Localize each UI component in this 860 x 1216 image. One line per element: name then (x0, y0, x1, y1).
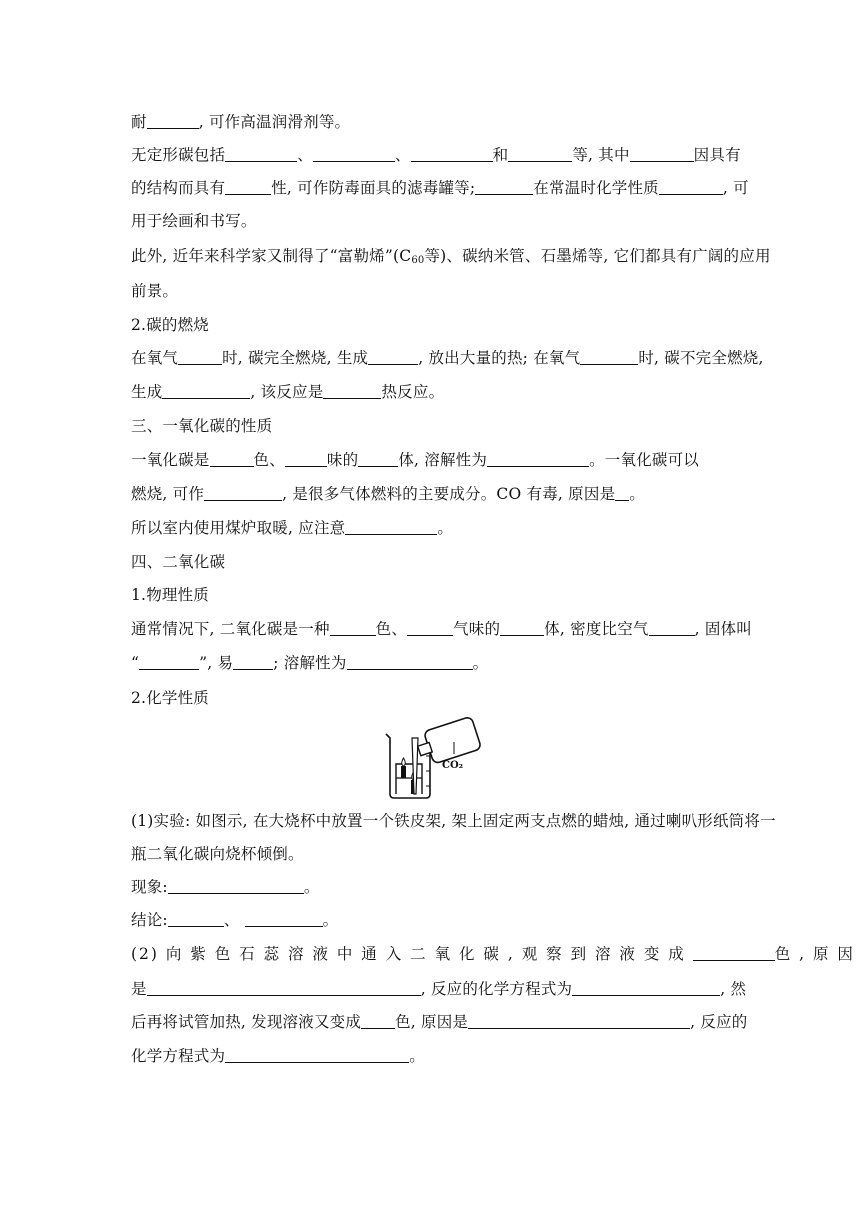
text-run: 结论: (131, 911, 168, 929)
text-run: 时, 碳完全燃烧, 生成 (222, 349, 369, 367)
text-line (131, 281, 737, 301)
fill-in-blank[interactable] (572, 980, 720, 996)
fill-in-blank[interactable] (233, 654, 273, 670)
text-run: , 是很多气体燃料的主要成分。CO 有毒, 原因是 (282, 485, 616, 503)
fill-in-blank[interactable] (358, 451, 398, 467)
text-run: 等, 其中 (572, 146, 630, 164)
text-run: 体, 溶解性为 (398, 451, 488, 469)
fill-in-blank[interactable] (615, 485, 629, 501)
text-run: 等)、碳纳米管、石墨烯等, 它们都具有广阔的应用 (424, 247, 771, 265)
text-run: 1.物理性质 (131, 586, 209, 604)
fill-in-blank[interactable] (659, 179, 723, 195)
fill-in-blank[interactable] (178, 349, 222, 365)
text-line (131, 585, 737, 605)
fill-in-blank[interactable] (313, 146, 395, 162)
text-line (131, 910, 737, 930)
fill-in-blank[interactable] (285, 451, 327, 467)
text-run: 。一氧化碳可以 (589, 451, 699, 469)
fill-in-blank[interactable] (407, 620, 453, 636)
text-run: 生成 (131, 383, 163, 401)
fill-in-blank[interactable] (330, 620, 376, 636)
fill-in-blank[interactable] (345, 519, 437, 535)
text-run: , 然 (720, 980, 747, 998)
text-run: , 反应的化学方程式为 (420, 980, 573, 998)
text-run: 2.碳的燃烧 (131, 316, 209, 334)
text-line (131, 552, 737, 572)
text-run: 体, 密度比空气 (544, 620, 649, 638)
text-line (131, 484, 737, 504)
text-line (131, 450, 737, 470)
text-line (131, 877, 737, 897)
fill-in-blank[interactable] (693, 945, 775, 961)
text-run: 时, 碳不完全燃烧, (638, 349, 764, 367)
text-run: 前景。 (131, 282, 179, 300)
fill-in-blank[interactable] (139, 654, 199, 670)
text-run: 一氧化碳是 (131, 451, 210, 469)
text-line (131, 518, 737, 538)
text-run: 、 (297, 146, 313, 164)
text-run: 2.化学性质 (131, 689, 209, 707)
text-line (131, 348, 764, 368)
text-run: 。 (303, 878, 320, 896)
fill-in-blank[interactable] (411, 146, 493, 162)
text-line (131, 1046, 737, 1066)
text-line (131, 145, 741, 165)
text-line (131, 653, 737, 673)
text-run: 用于绘画和书写。 (131, 212, 257, 230)
text-run: 此外, 近年来科学家又制得了“富勒烯”(C (131, 247, 412, 265)
text-run: 在氧气 (131, 349, 179, 367)
text-run: 是 (131, 980, 147, 998)
text-run: 色、 (253, 451, 285, 469)
text-run: , 可 (722, 179, 749, 197)
fill-in-blank[interactable] (487, 451, 589, 467)
text-line (131, 112, 737, 132)
fill-in-blank[interactable] (508, 146, 572, 162)
fill-in-blank[interactable] (225, 179, 271, 195)
fill-in-blank[interactable] (168, 911, 224, 927)
text-run: 燃烧, 可作 (131, 485, 205, 503)
co2-label: CO₂ (442, 760, 464, 771)
subscript: 60 (411, 255, 425, 266)
text-line (131, 416, 737, 436)
text-line (131, 246, 771, 271)
text-run: 、 (394, 146, 411, 164)
text-run: 瓶二氧化碳向烧杯倾倒。 (131, 845, 304, 863)
text-line (131, 944, 855, 964)
fill-in-blank[interactable] (147, 113, 199, 129)
fill-in-blank[interactable] (368, 349, 418, 365)
text-line (131, 382, 737, 402)
text-run: 的结构而具有 (131, 179, 226, 197)
text-line (131, 811, 776, 831)
text-run: 化学方程式为 (131, 1047, 226, 1065)
co2-pouring-figure (382, 716, 482, 800)
text-run: 后再将试管加热, 发现溶液又变成 (131, 1013, 362, 1031)
text-run: , 固体叫 (694, 620, 752, 638)
text-run: 因具有 (693, 146, 741, 164)
text-line (131, 1012, 748, 1032)
fill-in-blank[interactable] (347, 654, 473, 670)
text-run: 、 (223, 911, 245, 929)
text-line (131, 619, 752, 639)
text-run: , 可作高温润滑剂等。 (198, 113, 351, 131)
fill-in-blank[interactable] (210, 451, 254, 467)
text-line (131, 315, 737, 335)
text-line (131, 844, 737, 864)
fill-in-blank[interactable] (361, 1013, 395, 1029)
text-run: 。 (437, 519, 454, 537)
text-line (131, 688, 737, 708)
text-run: 热反应。 (381, 383, 445, 401)
text-run: 味的 (326, 451, 359, 469)
text-run: ; 溶解性为 (273, 654, 347, 672)
fill-in-blank[interactable] (500, 620, 544, 636)
fill-in-blank[interactable] (475, 179, 533, 195)
text-run: 所以室内使用煤炉取暖, 应注意 (131, 519, 346, 537)
fill-in-blank[interactable] (168, 878, 304, 894)
fill-in-blank[interactable] (323, 383, 381, 399)
text-run: 。 (472, 654, 489, 672)
fill-in-blank[interactable] (649, 620, 695, 636)
text-line (131, 178, 749, 198)
fill-in-blank[interactable] (225, 1047, 409, 1063)
fill-in-blank[interactable] (204, 485, 282, 501)
text-run: 色 , 原 因 (774, 945, 855, 963)
text-run: ”, 易 (199, 654, 234, 672)
fill-in-blank[interactable] (162, 383, 250, 399)
text-run: 。 (629, 485, 645, 503)
text-run: (2) 向 紫 色 石 蕊 溶 液 中 通 入 二 氧 化 碳 , 观 察 到 溶 液 变 成 (131, 945, 693, 963)
text-run: , 反应的 (690, 1013, 748, 1031)
text-run: 无定形碳包括 (131, 146, 226, 164)
text-run: 三、一氧化碳的性质 (131, 417, 273, 435)
fill-in-blank[interactable] (468, 1013, 690, 1029)
text-run: 。 (322, 911, 339, 929)
text-run: 现象: (131, 878, 168, 896)
fill-in-blank[interactable] (225, 146, 297, 162)
text-run: (1)实验: 如图示, 在大烧杯中放置一个铁皮架, 架上固定两支点燃的蜡烛, 通过喇叭形纸筒将一 (131, 812, 776, 830)
fill-in-blank[interactable] (147, 980, 421, 996)
text-run: 气味的 (453, 620, 501, 638)
text-run: 在常温时化学性质 (533, 179, 659, 197)
fill-in-blank[interactable] (245, 911, 323, 927)
text-run: “ (131, 654, 140, 672)
text-run: 色, 原因是 (395, 1013, 469, 1031)
text-run: 性, 可作防毒面具的滤毒罐等; (271, 179, 476, 197)
fill-in-blank[interactable] (630, 146, 694, 162)
text-run: 四、二氧化碳 (131, 553, 226, 571)
text-line (131, 211, 737, 231)
text-run: , 放出大量的热; 在氧气 (418, 349, 581, 367)
text-run: 色、 (375, 620, 408, 638)
text-run: 。 (409, 1047, 425, 1065)
text-run: 和 (492, 146, 509, 164)
text-run: 耐 (131, 113, 147, 131)
text-line (131, 979, 747, 999)
text-run: , 该反应是 (250, 383, 324, 401)
fill-in-blank[interactable] (580, 349, 638, 365)
text-run: 通常情况下, 二氧化碳是一种 (131, 620, 330, 638)
